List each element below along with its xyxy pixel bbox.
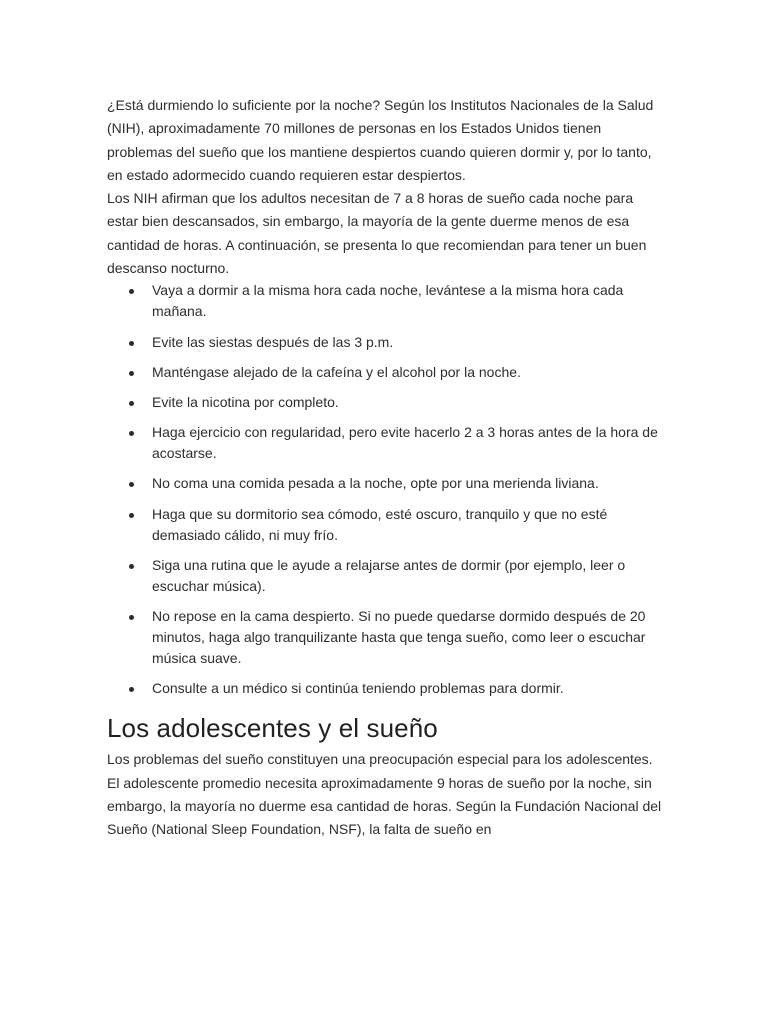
- sleep-tips-list: [107, 280, 667, 699]
- list-item: [107, 555, 667, 597]
- list-item: [107, 422, 667, 464]
- bullet-icon: [129, 513, 134, 518]
- list-item-text: Manténgase alejado de la cafeína y el alcohol por la noche.: [152, 363, 521, 380]
- list-item: [107, 473, 667, 494]
- intro-paragraph-2: Los NIH afirman que los adultos necesitan de 7 a 8 horas de sueño cada noche para estar bien descansados, sin embargo, la mayoría de la gente duerme menos de esa cantidad de horas. A continuación, se presenta lo que recomiendan para tener un buen descanso nocturno.: [107, 190, 647, 277]
- bullet-icon: [129, 687, 134, 692]
- list-item-text: Consulte a un médico si continúa teniendo problemas para dormir.: [152, 680, 564, 697]
- bullet-icon: [129, 371, 134, 376]
- list-item-text: Siga una rutina que le ayude a relajarse antes de dormir (por ejemplo, leer o escuchar música).: [152, 556, 626, 594]
- bullet-icon: [129, 401, 134, 406]
- list-item-text: No coma una comida pesada a la noche, opte por una merienda liviana.: [152, 475, 599, 492]
- list-item: [107, 362, 667, 383]
- list-item-text: Haga que su dormitorio sea cómodo, esté oscuro, tranquilo y que no esté demasiado cálido, ni muy frío.: [152, 505, 608, 543]
- list-item-text: Vaya a dormir a la misma hora cada noche, levántese a la misma hora cada mañana.: [152, 282, 624, 320]
- list-item: [107, 332, 667, 353]
- list-item: [107, 504, 667, 546]
- bullet-icon: [129, 289, 134, 294]
- list-item-text: Haga ejercicio con regularidad, pero evite hacerlo 2 a 3 horas antes de la hora de acostarse.: [152, 424, 658, 462]
- section-paragraph: Los problemas del sueño constituyen una preocupación especial para los adolescentes. El adolescente promedio necesita aproximadamente 9 horas de sueño por la noche, sin embargo, la mayoría no duerme esa cantidad de horas. Según la Fundación Nacional del Sueño (National Sleep Foundation, NSF), la falta de sueño en: [107, 751, 662, 838]
- intro-paragraph-1: ¿Está durmiendo lo suficiente por la noche? Según los Institutos Nacionales de la Salud (NIH), aproximadamente 70 millones de personas en los Estados Unidos tienen problemas del sueño que los mantiene despiertos cuando quieren dormir y, por lo tanto, en estado adormecido cuando requieren estar despiertos.: [107, 97, 654, 183]
- list-item: [107, 678, 667, 699]
- list-item: [107, 606, 667, 669]
- list-item: [107, 280, 667, 322]
- bullet-icon: [129, 341, 134, 346]
- list-item-text: Evite las siestas después de las 3 p.m.: [152, 333, 394, 350]
- list-item-text: Evite la nicotina por completo.: [152, 393, 339, 410]
- list-item-text: No repose en la cama despierto. Si no puede quedarse dormido después de 20 minutos, haga algo tranquilizante hasta que tenga sueño, como leer o escuchar música suave.: [152, 607, 646, 666]
- bullet-icon: [129, 482, 134, 487]
- bullet-icon: [129, 564, 134, 569]
- bullet-icon: [129, 615, 134, 620]
- document-page: [107, 94, 667, 841]
- bullet-icon: [129, 431, 134, 436]
- section-heading: Los adolescentes y el sueño: [107, 713, 438, 744]
- list-item: [107, 392, 667, 413]
